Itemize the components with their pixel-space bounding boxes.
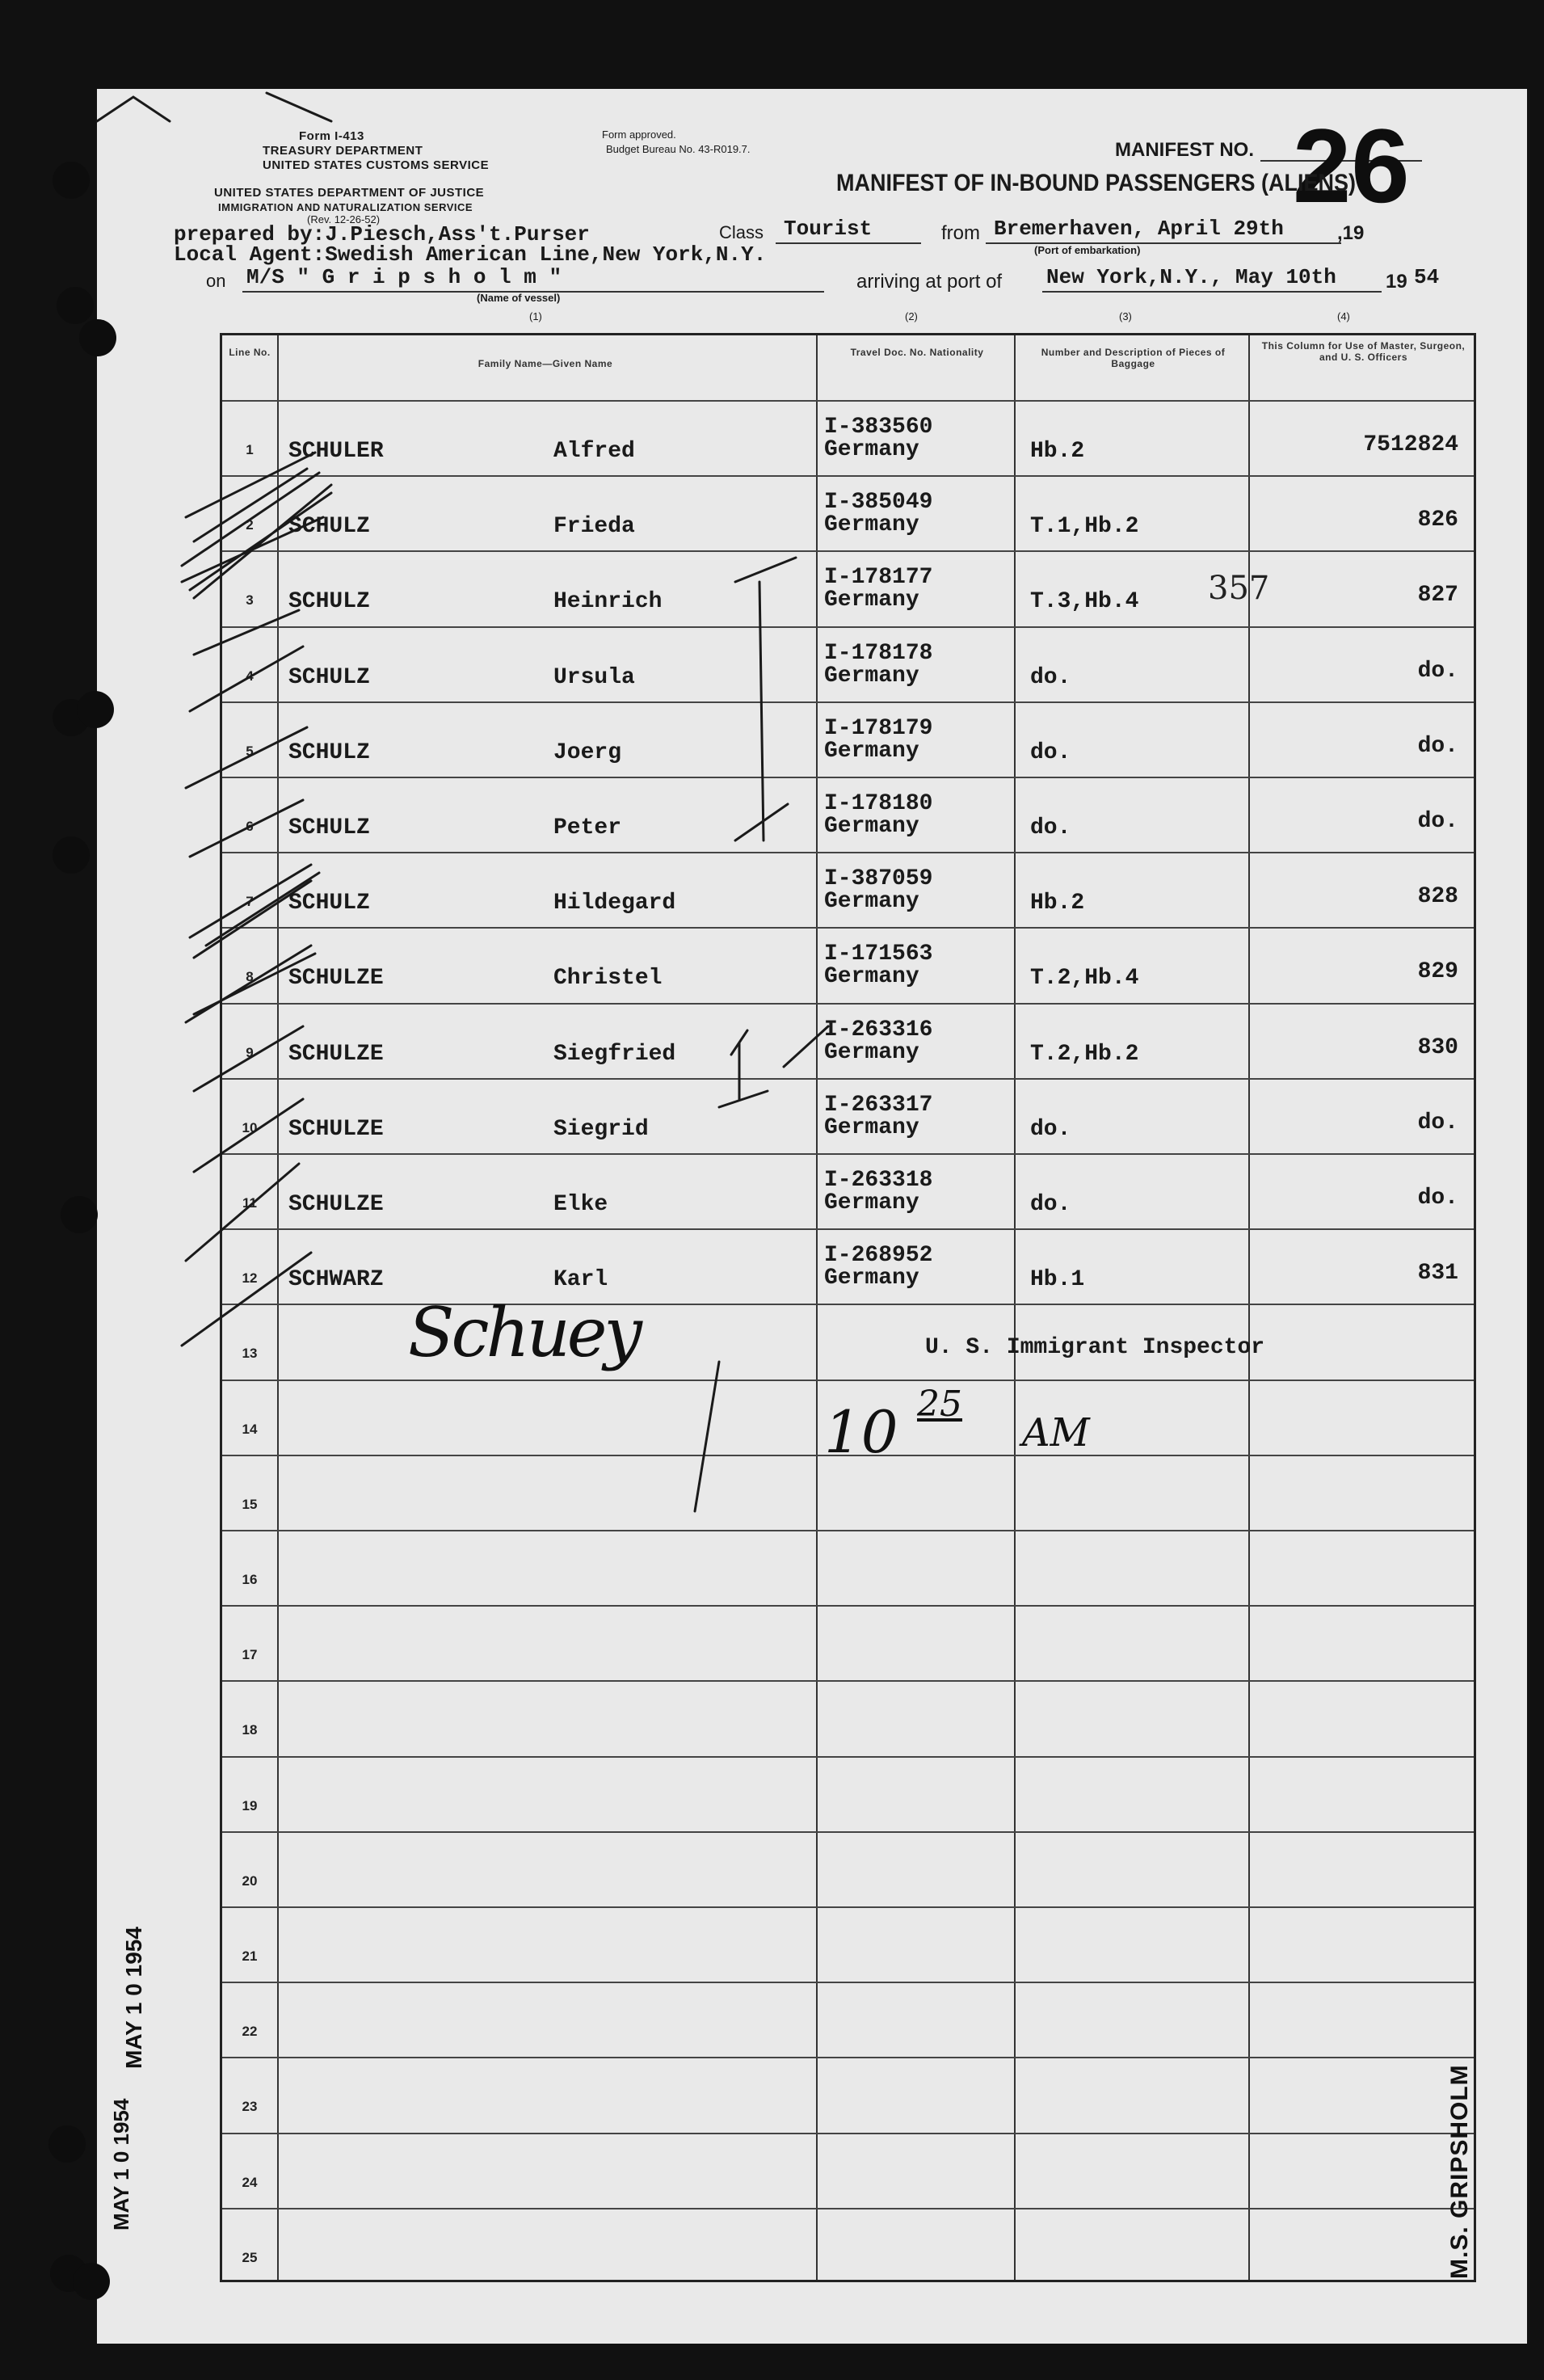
row-divider (222, 1530, 1474, 1531)
class-line (776, 242, 921, 244)
family-name: SCHULZ (288, 739, 370, 765)
nationality: Germany (824, 964, 919, 990)
customs-service: UNITED STATES CUSTOMS SERVICE (263, 158, 490, 172)
baggage: do. (1030, 815, 1071, 840)
line-number: 9 (246, 1044, 254, 1060)
officer-note: 826 (1417, 508, 1458, 533)
nationality: Germany (824, 1114, 919, 1140)
travel-doc-no: I-385049 (824, 490, 933, 516)
time-hour: 10 (824, 1398, 898, 1466)
baggage: do. (1030, 1192, 1071, 1217)
family-name: SCHULER (288, 439, 384, 464)
line-number: 20 (242, 1872, 258, 1889)
punch-hole (79, 319, 116, 356)
travel-doc-no: I-268952 (824, 1243, 933, 1269)
family-name: SCHULZ (288, 891, 370, 916)
family-name: SCHULZE (288, 1116, 384, 1142)
row-divider (222, 1003, 1474, 1005)
family-name: SCHWARZ (288, 1267, 384, 1293)
row-divider (222, 1906, 1474, 1908)
on-label: on (206, 271, 226, 291)
family-name: SCHULZ (288, 514, 370, 540)
officer-note: do. (1417, 1110, 1458, 1135)
header-officers: This Column for Use of Master, Surgeon, and U. S. Officers (1261, 340, 1466, 363)
baggage: Hb.1 (1030, 1267, 1085, 1293)
family-name: SCHULZ (288, 815, 370, 840)
punch-hole (73, 2263, 110, 2300)
travel-doc-no: I-263316 (824, 1017, 933, 1043)
treasury-dept: TREASURY DEPARTMENT (263, 144, 423, 158)
officer-note: 829 (1417, 959, 1458, 985)
row-divider (222, 1680, 1474, 1682)
prepared-by: prepared by:J.Piesch,Ass't.Purser (174, 222, 590, 246)
line-number: 16 (242, 1572, 258, 1587)
class-value: Tourist (784, 217, 873, 241)
arriving-year-prefix: 19 (1386, 271, 1407, 293)
given-name: Frieda (553, 514, 635, 540)
given-name: Hildegard (553, 891, 676, 916)
punch-hole (48, 2125, 86, 2163)
line-number: 4 (246, 668, 254, 684)
col-num-3: (3) (1119, 310, 1132, 322)
row-divider (222, 777, 1474, 778)
baggage: Hb.2 (1030, 891, 1085, 916)
officer-note: do. (1417, 658, 1458, 684)
line-number: 5 (246, 743, 254, 759)
nationality: Germany (824, 588, 919, 613)
row-divider (222, 1756, 1474, 1758)
col-num-2: (2) (905, 310, 918, 322)
arriving-line (1042, 291, 1382, 293)
given-name: Karl (553, 1267, 608, 1293)
row-divider (222, 1605, 1474, 1607)
line-number: 1 (246, 442, 254, 457)
date-stamp-1: MAY 1 0 1954 (121, 1927, 146, 2069)
header-baggage: Number and Description of Pieces of Baggage (1041, 347, 1226, 369)
justice-dept: UNITED STATES DEPARTMENT OF JUSTICE (214, 186, 485, 200)
col-num-1: (1) (529, 310, 542, 322)
given-name: Heinrich (553, 589, 663, 615)
manifest-no: 26 (1293, 107, 1410, 225)
officer-note: 827 (1417, 583, 1458, 609)
ship-stamp: M.S. GRIPSHOLM (1446, 2064, 1473, 2279)
family-name: SCHULZE (288, 1041, 384, 1067)
nationality: Germany (824, 889, 919, 915)
nationality: Germany (824, 1190, 919, 1215)
row-divider (222, 1982, 1474, 1983)
line-number: 17 (242, 1647, 258, 1663)
officer-note: do. (1417, 809, 1458, 834)
local-agent: Local Agent:Swedish American Line,New York,N.Y. (174, 242, 767, 267)
line-number: 25 (242, 2249, 258, 2265)
ins-label: IMMIGRATION AND NATURALIZATION SERVICE (218, 201, 473, 213)
travel-doc-no: I-178180 (824, 791, 933, 816)
row-divider (222, 400, 1474, 402)
travel-doc-no: I-387059 (824, 866, 933, 892)
row-divider (222, 2057, 1474, 2058)
row-divider (222, 927, 1474, 929)
nationality: Germany (824, 663, 919, 689)
baggage: T.3,Hb.4 (1030, 589, 1139, 615)
date-stamp-2: MAY 1 0 1954 (109, 2098, 133, 2230)
punch-hole (57, 287, 94, 324)
from-label: from (941, 222, 980, 244)
budget-bureau: Budget Bureau No. 43-R019.7. (606, 143, 751, 155)
officer-note: do. (1417, 1186, 1458, 1211)
punch-hole (61, 1196, 98, 1233)
class-label: Class (719, 222, 764, 242)
baggage: do. (1030, 1116, 1071, 1142)
officer-note: do. (1417, 733, 1458, 759)
handwritten-357: 357 (1208, 570, 1270, 607)
row-divider (222, 1153, 1474, 1155)
line-number: 2 (246, 517, 254, 533)
line-number: 18 (242, 1722, 258, 1738)
punch-hole (77, 691, 114, 728)
row-divider (222, 1078, 1474, 1080)
nationality: Germany (824, 814, 919, 839)
travel-doc-no: I-263317 (824, 1092, 933, 1118)
row-divider (222, 2133, 1474, 2134)
from-year: ,19 (1337, 222, 1365, 244)
row-divider (222, 1831, 1474, 1833)
travel-doc-no: I-171563 (824, 941, 933, 967)
family-name: SCHULZ (288, 664, 370, 690)
row-divider (222, 852, 1474, 853)
arriving-value: New York,N.Y., May 10th (1046, 265, 1336, 289)
officer-note: 830 (1417, 1034, 1458, 1060)
given-name: Siegfried (553, 1041, 676, 1067)
given-name: Alfred (553, 439, 635, 464)
line-number: 12 (242, 1270, 258, 1287)
line-number: 15 (242, 1496, 258, 1512)
time-min: 25 (917, 1384, 962, 1425)
given-name: Elke (553, 1192, 608, 1217)
arriving-year: 54 (1414, 265, 1440, 289)
line-number: 11 (242, 1195, 257, 1211)
manifest-title: MANIFEST OF IN-BOUND PASSENGERS (ALIENS) (836, 170, 1357, 196)
baggage: do. (1030, 739, 1071, 765)
arriving-label: arriving at port of (856, 271, 1003, 293)
travel-doc-no: I-263318 (824, 1168, 933, 1193)
travel-doc-no: I-178179 (824, 715, 933, 741)
header-line-no: Line No. (229, 347, 271, 358)
rev-date: (Rev. 12-26-52) (307, 213, 381, 225)
line-number: 3 (246, 592, 254, 609)
port-embark-label: (Port of embarkation) (1034, 244, 1141, 256)
given-name: Ursula (553, 664, 635, 690)
inspector-label: U. S. Immigrant Inspector (925, 1335, 1265, 1360)
row-divider (222, 475, 1474, 477)
row-divider (222, 701, 1474, 703)
form-approved: Form approved. (602, 128, 676, 141)
travel-doc-no: I-383560 (824, 415, 933, 440)
line-number: 22 (242, 2024, 258, 2040)
travel-doc-no: I-178177 (824, 565, 933, 591)
row-divider (222, 626, 1474, 628)
line-number: 8 (246, 969, 254, 985)
baggage: do. (1030, 664, 1071, 690)
row-divider (222, 2208, 1474, 2209)
line-number: 21 (242, 1948, 258, 1964)
time-ampm: AM (1022, 1410, 1090, 1455)
row-divider (222, 1380, 1474, 1381)
baggage: T.2,Hb.2 (1030, 1041, 1139, 1067)
officer-note: 831 (1417, 1261, 1458, 1287)
family-name: SCHULZE (288, 966, 384, 992)
nationality: Germany (824, 1266, 919, 1291)
line-number: 14 (242, 1421, 258, 1437)
punch-hole (53, 162, 90, 199)
line-number: 24 (242, 2174, 258, 2190)
line-number: 10 (242, 1119, 258, 1135)
row-divider (222, 1228, 1474, 1230)
punch-hole (53, 836, 90, 874)
line-number: 13 (242, 1346, 258, 1362)
given-name: Peter (553, 815, 622, 840)
line-number: 6 (246, 819, 254, 834)
line-number: 7 (246, 894, 254, 910)
nationality: Germany (824, 437, 919, 462)
baggage: T.1,Hb.2 (1030, 514, 1139, 540)
header-travel-doc: Travel Doc. No. Nationality (850, 347, 984, 358)
form-number: Form I-413 (299, 129, 364, 143)
header-name: Family Name—Given Name (478, 358, 613, 369)
from-value: Bremerhaven, April 29th (994, 217, 1284, 241)
manifest-no-label: MANIFEST NO. (1115, 139, 1254, 161)
line-number: 19 (242, 1797, 258, 1813)
travel-doc-no: I-178178 (824, 640, 933, 666)
family-name: SCHULZE (288, 1192, 384, 1217)
vessel-label: (Name of vessel) (477, 292, 561, 304)
given-name: Joerg (553, 739, 622, 765)
given-name: Siegrid (553, 1116, 649, 1142)
line-number: 23 (242, 2099, 258, 2115)
nationality: Germany (824, 512, 919, 538)
nationality: Germany (824, 738, 919, 764)
officer-note: 828 (1417, 884, 1458, 910)
baggage: T.2,Hb.4 (1030, 966, 1139, 992)
given-name: Christel (553, 966, 663, 992)
baggage: Hb.2 (1030, 439, 1085, 464)
vessel-name: M/S " G r i p s h o l m " (246, 265, 562, 289)
nationality: Germany (824, 1039, 919, 1065)
signature: Schuey (408, 1293, 639, 1372)
row-divider (222, 550, 1474, 552)
family-name: SCHULZ (288, 589, 370, 615)
col-num-4: (4) (1337, 310, 1350, 322)
officer-note: 7512824 (1363, 432, 1458, 457)
